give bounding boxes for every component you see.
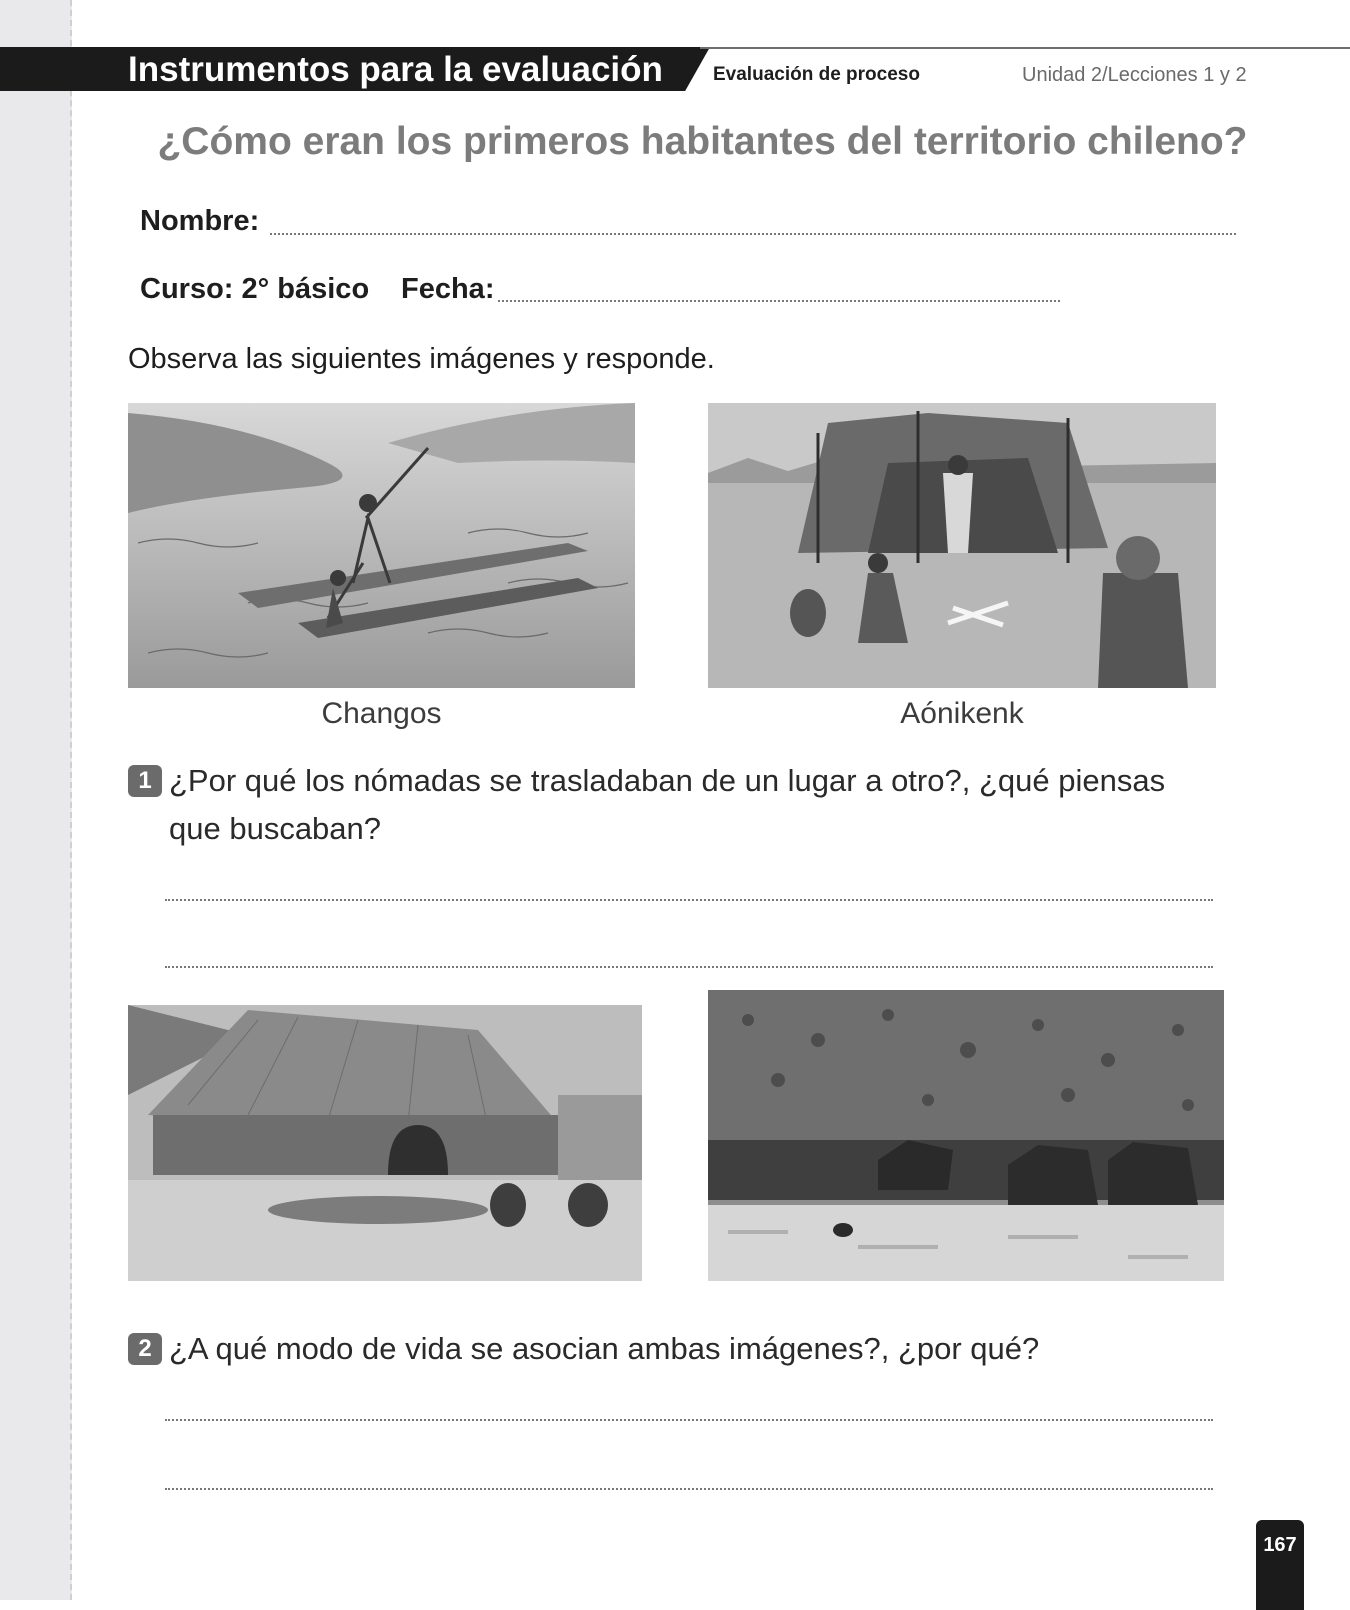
question-1-number: 1 bbox=[128, 765, 162, 797]
page-number: 167 bbox=[1256, 1520, 1304, 1610]
answer-2-line-1[interactable] bbox=[165, 1419, 1213, 1421]
left-margin-strip bbox=[0, 0, 72, 1600]
date-answer-line[interactable] bbox=[498, 300, 1060, 302]
question-1-text: ¿Por qué los nómadas se trasladaban de un lugar a otro?, ¿qué piensas que buscaban? bbox=[169, 763, 1166, 846]
changos-illustration bbox=[128, 403, 635, 688]
thatched-hut-photo bbox=[128, 1005, 642, 1281]
date-label: Fecha: bbox=[401, 273, 495, 305]
name-answer-line[interactable] bbox=[270, 233, 1236, 235]
header-rule bbox=[700, 47, 1350, 49]
answer-1-line-2[interactable] bbox=[165, 966, 1213, 968]
caption-changos: Changos bbox=[321, 697, 442, 730]
caption-aonikenk: Aónikenk bbox=[900, 697, 1024, 730]
answer-2-line-2[interactable] bbox=[165, 1488, 1213, 1490]
question-2-number: 2 bbox=[128, 1333, 162, 1365]
header-subtitle: Evaluación de proceso bbox=[713, 64, 920, 85]
course-label: Curso: 2° básico bbox=[140, 273, 370, 305]
page-title: ¿Cómo eran los primeros habitantes del territorio chileno? bbox=[157, 120, 1248, 163]
answer-1-line-1[interactable] bbox=[165, 899, 1213, 901]
header-unit: Unidad 2/Lecciones 1 y 2 bbox=[1022, 64, 1247, 86]
instruction-text: Observa las siguientes imágenes y responde. bbox=[128, 343, 715, 375]
question-2-text: ¿A qué modo de vida se asocian ambas imágenes?, ¿por qué? bbox=[169, 1331, 1040, 1366]
stone-houses-photo bbox=[708, 990, 1224, 1281]
name-label: Nombre: bbox=[140, 205, 260, 237]
header-title: Instrumentos para la evaluación bbox=[128, 50, 663, 89]
aonikenk-illustration bbox=[708, 403, 1216, 688]
